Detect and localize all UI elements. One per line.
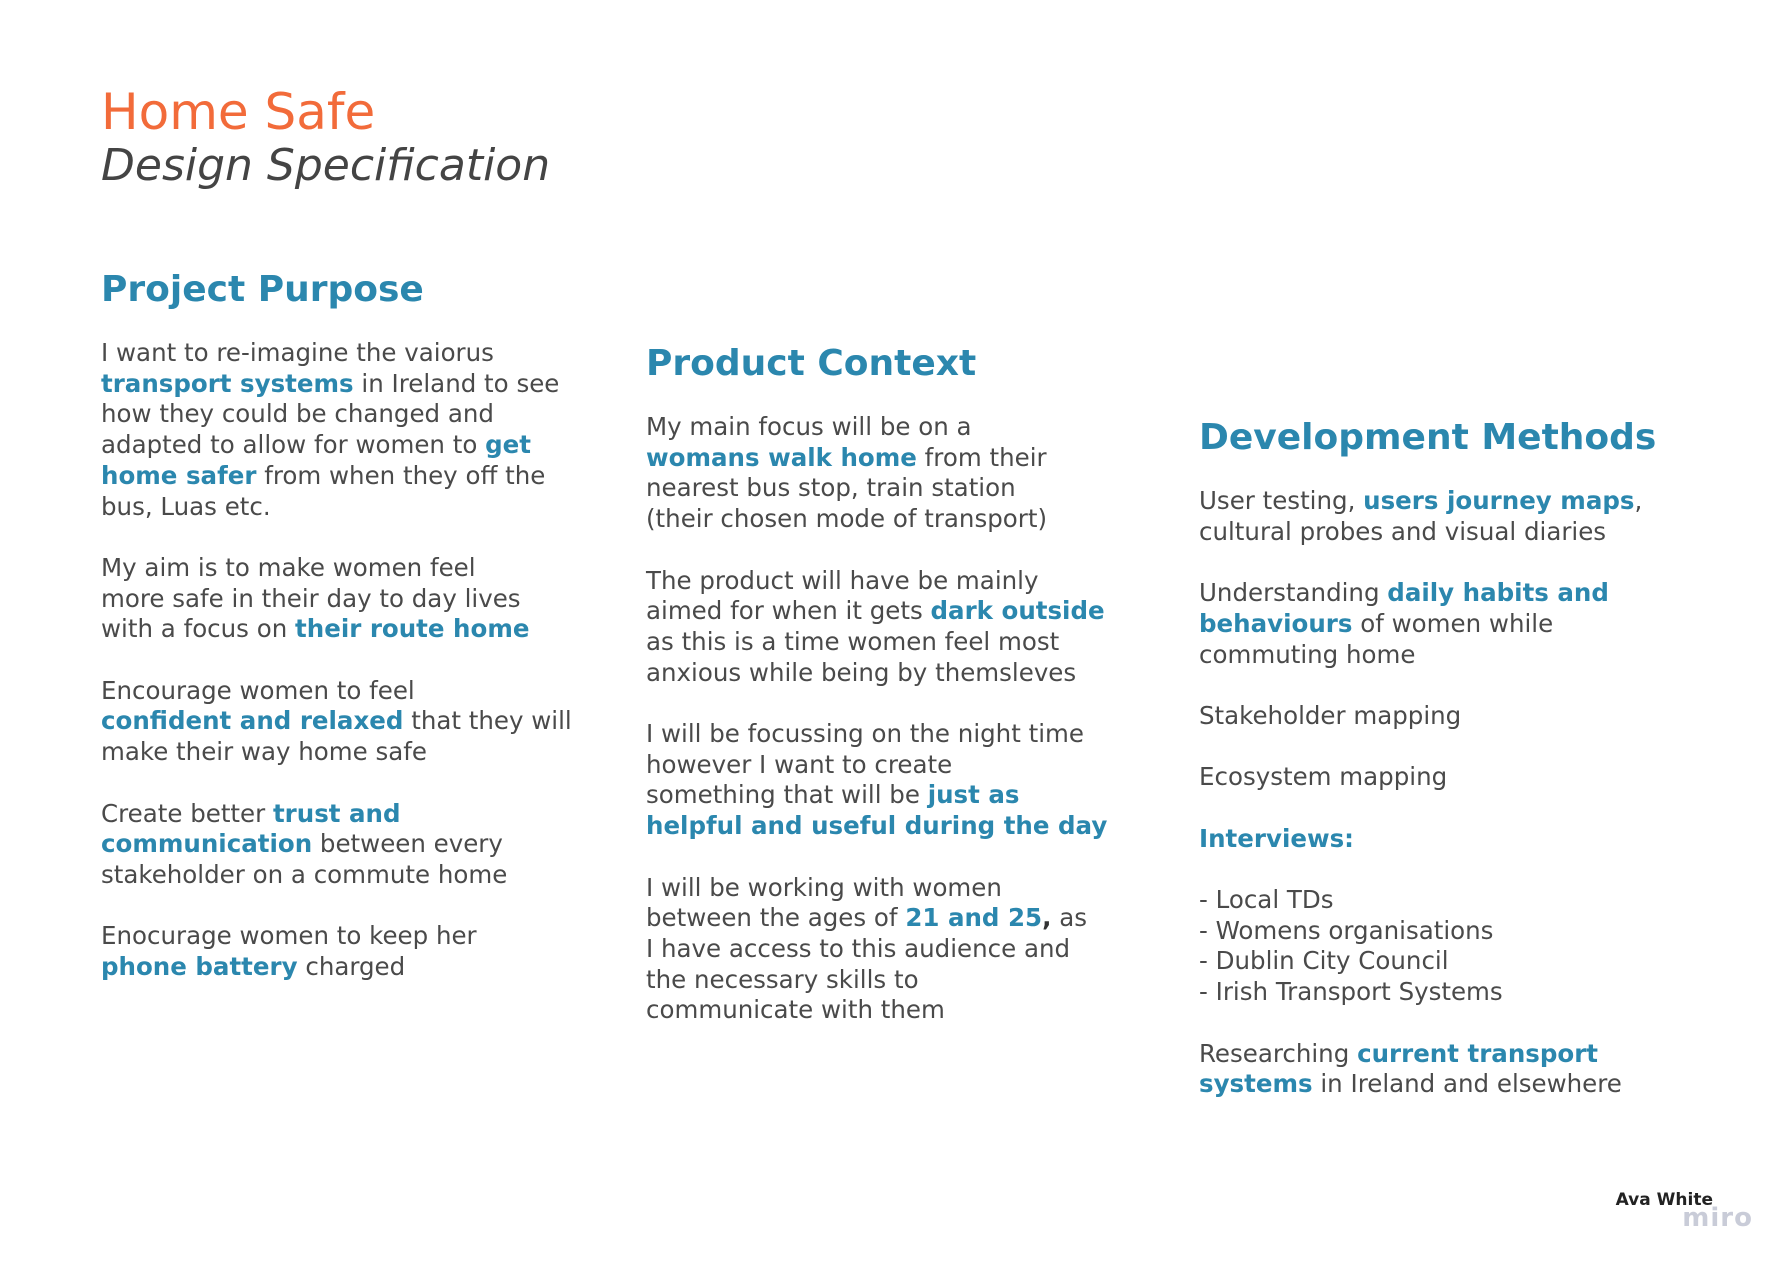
highlighted-text: home safer (101, 460, 257, 490)
body-text: , (1634, 486, 1643, 515)
highlighted-text: trust and (272, 798, 401, 828)
highlighted-text: their route home (295, 614, 530, 644)
paragraph (101, 338, 572, 522)
body-text: - Irish Transport Systems (1199, 977, 1503, 1007)
body-text: between the ages of (646, 903, 906, 933)
body-text: - Local TDs (1199, 885, 1334, 915)
miro-logo: miro (1682, 1203, 1753, 1233)
body-text: bus, Luas etc. (101, 491, 271, 521)
highlighted-text: current transport (1357, 1038, 1599, 1068)
body-text: charged (297, 952, 406, 981)
body-text: commuting home (1199, 639, 1416, 669)
body-text: I will be focussing on the night time (646, 719, 1084, 748)
paragraph (1199, 1039, 1656, 1100)
body-text: cultural probes and visual diaries (1199, 516, 1607, 546)
body-text: - Dublin City Council (1199, 946, 1449, 976)
highlighted-text: daily habits and (1387, 578, 1609, 608)
highlighted-text: transport systems (101, 368, 354, 398)
body-text: Encourage women to feel (101, 675, 415, 705)
body-text: as this is a time women feel most (646, 626, 1060, 656)
body-text: nearest bus stop, train station (646, 473, 1016, 503)
body-text: I want to re-imagine the vaiorus (101, 338, 494, 367)
paragraph (1199, 824, 1656, 855)
section-product-context (646, 342, 1107, 1057)
highlighted-text: behaviours (1199, 608, 1353, 638)
paragraph (1199, 486, 1656, 547)
paragraph (646, 719, 1107, 842)
paragraph (101, 676, 572, 768)
body-text: aimed for when it gets (646, 596, 931, 626)
body-text: Understanding (1199, 578, 1388, 608)
section-heading: Project Purpose (101, 269, 424, 310)
body-text: User testing, (1199, 486, 1364, 515)
paragraph (1199, 885, 1656, 1008)
highlighted-text: communication (101, 829, 313, 859)
paragraph (646, 412, 1107, 535)
highlighted-text: users journey maps (1363, 486, 1635, 515)
body-text: how they could be changed and (101, 399, 494, 429)
highlighted-text: phone battery (101, 952, 298, 981)
highlighted-text: 21 and 25 (905, 903, 1043, 933)
paragraph (1199, 762, 1656, 793)
body-text: the necessary skills to (646, 964, 919, 994)
body-text: with a focus on (101, 614, 296, 644)
body-text: make their way home safe (101, 737, 427, 767)
body-text: Ecosystem mapping (1199, 762, 1448, 792)
section-body (101, 338, 572, 983)
body-text: as (1051, 903, 1087, 933)
body-text: stakeholder on a commute home (101, 859, 508, 889)
section-development-methods (1199, 416, 1656, 1131)
body-text: in Ireland to see (353, 368, 560, 398)
paragraph (101, 921, 572, 982)
body-text: of women while (1352, 608, 1554, 638)
body-text: Enocurage women to keep her (101, 921, 477, 951)
body-text: more safe in their day to day lives (101, 583, 521, 613)
page-subtitle: Design Specification (101, 140, 551, 191)
body-text: The product will have be mainly (646, 565, 1039, 595)
highlighted-text: systems (1199, 1069, 1313, 1099)
highlighted-text: Interviews: (1199, 823, 1354, 853)
body-text: Create better (101, 798, 273, 828)
body-text: from their (916, 442, 1047, 472)
section-heading: Product Context (646, 343, 977, 384)
body-text: I have access to this audience and (646, 933, 1071, 963)
body-text: adapted to allow for women to (101, 430, 486, 460)
body-text: in Ireland and elsewhere (1312, 1069, 1622, 1099)
highlighted-text: helpful and useful during the day (646, 811, 1108, 841)
highlighted-text: womans walk home (646, 442, 917, 472)
section-body (1199, 486, 1656, 1100)
body-text: Stakeholder mapping (1199, 700, 1462, 730)
body-text: My main focus will be on a (646, 412, 972, 441)
section-project-purpose (101, 268, 572, 1013)
author-name: Ava White (1615, 1190, 1713, 1210)
section-heading: Development Methods (1199, 417, 1657, 458)
highlighted-text: , (1042, 903, 1052, 933)
page-title: Home Safe (101, 83, 376, 141)
paragraph (646, 873, 1107, 1027)
section-body (646, 412, 1107, 1026)
body-text: something that will be (646, 780, 928, 810)
body-text: between every (312, 829, 503, 859)
highlighted-text: confident and relaxed (101, 706, 404, 736)
highlighted-text: dark outside (930, 596, 1105, 626)
body-text: from when they off the (256, 460, 546, 490)
body-text: however I want to create (646, 749, 953, 779)
body-text: Researching (1199, 1038, 1358, 1068)
highlighted-text: get (485, 430, 531, 460)
paragraph (101, 799, 572, 891)
paragraph (1199, 701, 1656, 732)
paragraph (101, 553, 572, 645)
body-text: My aim is to make women feel (101, 552, 476, 582)
body-text: that they will (403, 706, 572, 736)
paragraph (646, 566, 1107, 689)
body-text: communicate with them (646, 995, 945, 1025)
body-text: (their chosen mode of transport) (646, 504, 1048, 534)
paragraph (1199, 578, 1656, 670)
highlighted-text: just as (927, 780, 1020, 810)
body-text: anxious while being by themsleves (646, 657, 1077, 687)
body-text: - Womens organisations (1199, 915, 1494, 945)
body-text: I will be working with women (646, 872, 1002, 902)
